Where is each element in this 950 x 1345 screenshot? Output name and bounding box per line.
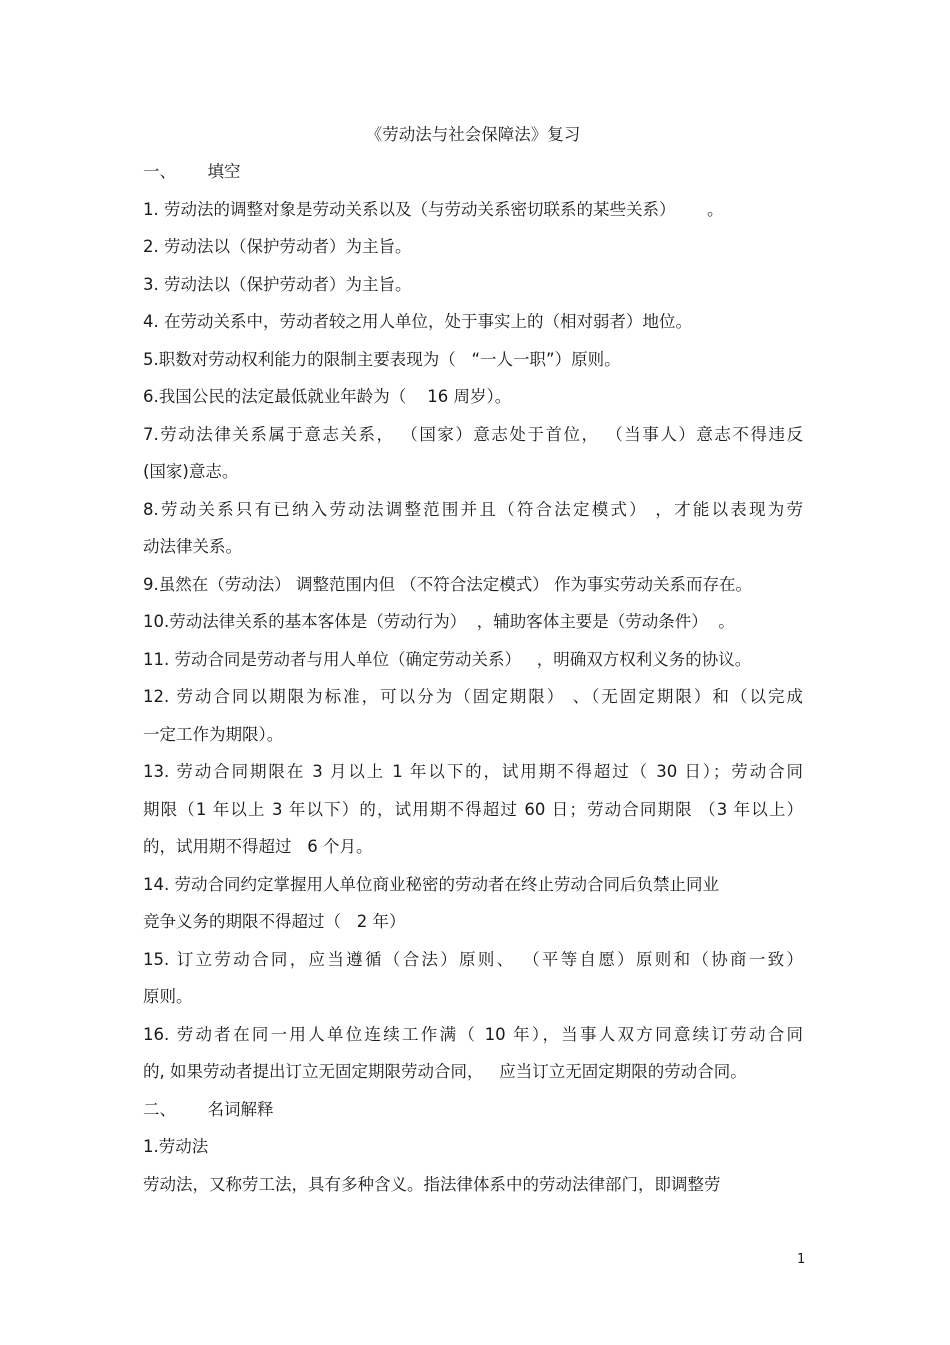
text-line: 3. 劳动法以（保护劳动者）为主旨。 bbox=[143, 274, 412, 294]
document-title: 《劳动法与社会保障法》复习 bbox=[365, 125, 581, 144]
text-line: 动法律关系。 bbox=[143, 537, 242, 556]
text-line: 15. 订立劳动合同，应当遵循（合法）原则、 （平等自愿）原则和（协商一致） bbox=[143, 949, 803, 969]
text-line: 4. 在劳动关系中，劳动者较之用人单位，处于事实上的（相对弱者）地位。 bbox=[143, 312, 692, 331]
section-heading: 二、 名词解释 bbox=[143, 1099, 274, 1119]
text-line: 1. 劳动法的调整对象是劳动关系以及（与劳动关系密切联系的某些关系） 。 bbox=[143, 199, 724, 219]
text-line: 的，试用期不得超过 6 个月。 bbox=[143, 837, 373, 856]
section-heading: 一、 填空 bbox=[143, 162, 241, 181]
text-line: 竞争义务的期限不得超过（ 2 年） bbox=[143, 912, 406, 931]
text-line: 期限（1 年以上 3 年以下）的，试用期不得超过 60 日；劳动合同期限 （3 年以上） bbox=[143, 799, 803, 819]
text-line: 一定工作为期限）。 bbox=[143, 724, 284, 744]
text-line: 5.职数对劳动权利能力的限制主要表现为（ “一人一职”）原则。 bbox=[143, 349, 621, 369]
text-line: 10.劳动法律关系的基本客体是（劳动行为） ，辅助客体主要是（劳动条件） 。 bbox=[143, 612, 735, 631]
text-line: 劳动法，又称劳工法，具有多种含义。指法律体系中的劳动法律部门，即调整劳 bbox=[143, 1174, 721, 1194]
text-line: 的, 如果劳动者提出订立无固定期限劳动合同， 应当订立无固定期限的劳动合同。 bbox=[143, 1062, 747, 1081]
text-line: (国家)意志。 bbox=[143, 462, 239, 481]
text-line: 11. 劳动合同是劳动者与用人单位（确定劳动关系） ，明确双方权利义务的协议。 bbox=[143, 649, 752, 669]
text-line: 9.虽然在（劳动法） 调整范围内但 （不符合法定模式） 作为事实劳动关系而存在。 bbox=[143, 574, 752, 594]
page-number: 1 bbox=[797, 1252, 806, 1267]
text-line: 12. 劳动合同以期限为标准，可以分为（固定期限） 、（无固定期限）和（以完成 bbox=[143, 687, 803, 706]
text-line: 8.劳动关系只有已纳入劳动法调整范围并且（符合法定模式） ，才能以表现为劳 bbox=[143, 499, 803, 519]
text-line: 7.劳动法律关系属于意志关系， （国家）意志处于首位， （当事人）意志不得违反 bbox=[143, 424, 803, 444]
text-line: 13. 劳动合同期限在 3 月以上 1 年以下的，试用期不得超过（ 30 日）；劳动合同 bbox=[143, 762, 803, 781]
text-line: 1.劳动法 bbox=[143, 1137, 209, 1156]
text-line: 2. 劳动法以（保护劳动者）为主旨。 bbox=[143, 237, 412, 256]
text-line: 14. 劳动合同约定掌握用人单位商业秘密的劳动者在终止劳动合同后负禁止同业 bbox=[143, 874, 719, 894]
text-line: 16. 劳动者在同一用人单位连续工作满（ 10 年），当事人双方同意续订劳动合同 bbox=[143, 1024, 803, 1044]
text-line: 原则。 bbox=[143, 987, 193, 1006]
text-line: 6.我国公民的法定最低就业年龄为（ 16 周岁）。 bbox=[143, 387, 512, 406]
document-body bbox=[143, 117, 803, 1203]
